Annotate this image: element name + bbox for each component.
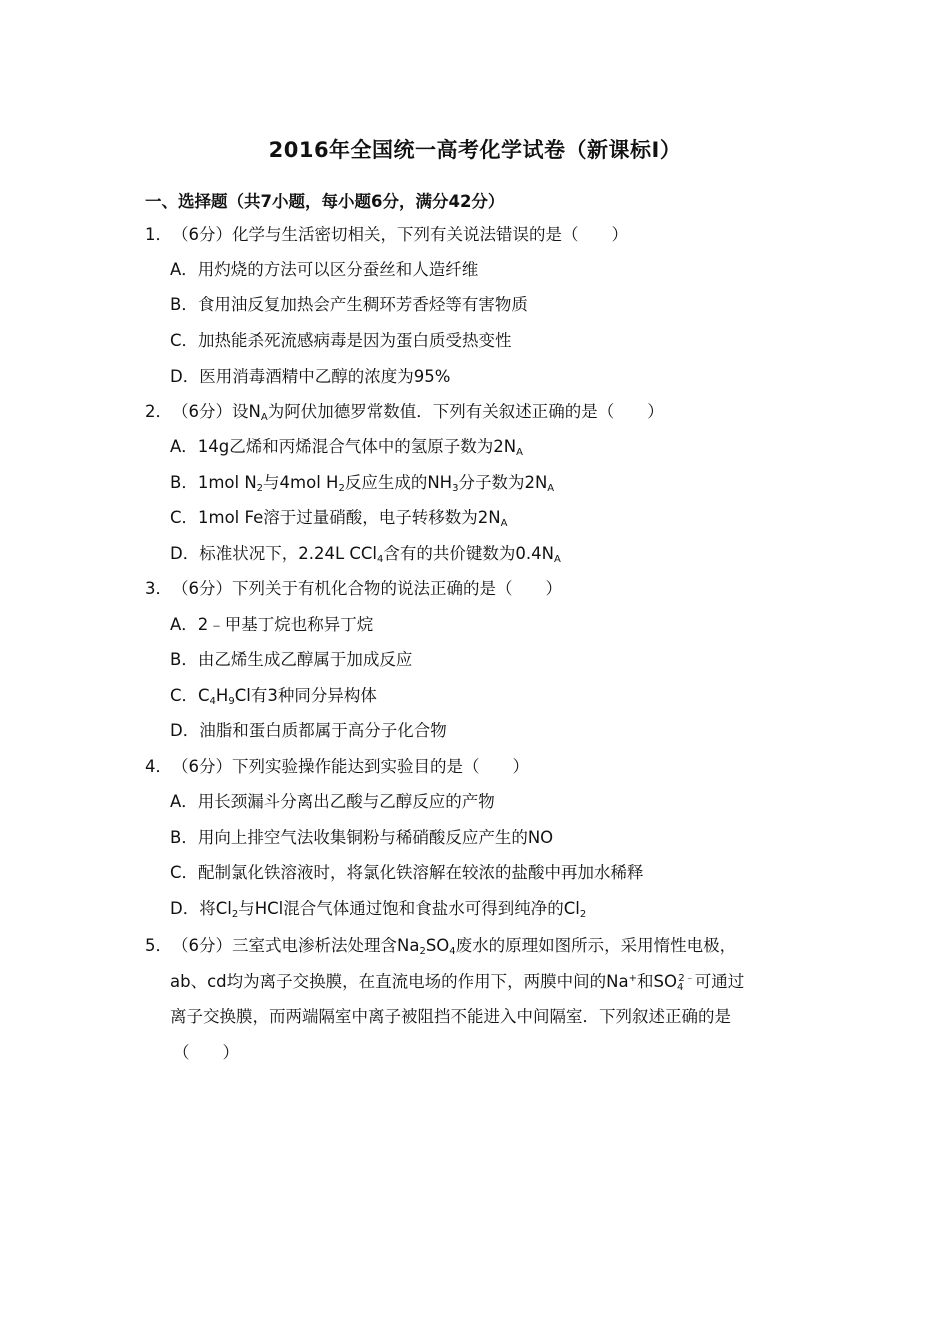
- subscript: A: [500, 518, 508, 529]
- question-3-option-c: [170, 685, 377, 707]
- option-text: C．C: [170, 686, 210, 705]
- subscript: A: [553, 554, 561, 565]
- question-5-line-1: [145, 928, 810, 964]
- option-text: D．标准状况下，2.24L CCl: [170, 544, 378, 563]
- question-number: 3．: [145, 579, 172, 598]
- question-text: （6分）设N: [172, 402, 261, 421]
- subscript: 2: [419, 946, 426, 957]
- question-text: 为阿伏加德罗常数值．下列有关叙述正确的是（ ）: [267, 402, 664, 421]
- option-text: 含有的共价键数为0.4N: [383, 544, 554, 563]
- question-number: 4．: [145, 757, 172, 776]
- option-text: A．14g乙烯和丙烯混合气体中的氢原子数为2N: [170, 437, 517, 456]
- subscript: 2: [256, 483, 264, 494]
- question-text: 和SO: [636, 971, 677, 991]
- option-text: H: [215, 686, 229, 705]
- subscript: 9: [228, 696, 235, 707]
- question-1-option-a: A．用灼烧的方法可以区分蚕丝和人造纤维: [170, 260, 479, 279]
- question-text: SO: [425, 936, 450, 955]
- section-heading: 一、选择题（共7小题，每小题6分，满分42分）: [145, 192, 505, 211]
- question-4-option-a: A．用长颈漏斗分离出乙酸与乙醇反应的产物: [170, 792, 495, 811]
- question-2-stem: [145, 401, 664, 423]
- question-4-stem: [145, 756, 529, 778]
- question-5-line-4: （ ）: [173, 1042, 239, 1062]
- question-2-option-a: [170, 436, 523, 458]
- subscript: 2: [231, 909, 239, 920]
- question-4-option-b: B．用向上排空气法收集铜粉与稀硝酸反应产生的NO: [170, 828, 554, 847]
- question-1-stem: [145, 224, 628, 246]
- question-1-option-d: D．医用消毒酒精中乙醇的浓度为95%: [170, 367, 451, 386]
- question-2-option-b: [170, 472, 554, 494]
- option-text: 反应生成的NH: [344, 473, 453, 492]
- question-2-option-d: [170, 543, 561, 565]
- option-text: Cl有3种同分异构体: [234, 686, 377, 705]
- question-text: ab、cd均为离子交换膜，在直流电场的作用下，两膜中间的Na: [170, 971, 629, 991]
- subscript: A: [547, 483, 555, 494]
- question-text: 废水的原理如图所示，采用惰性电极，: [455, 936, 737, 955]
- question-5-line-3: 离子交换膜，而两端隔室中离子被阻挡不能进入中间隔室．下列叙述正确的是: [170, 1007, 731, 1026]
- question-number: 5．: [145, 936, 172, 955]
- question-3-option-a: A．2﹣甲基丁烷也称异丁烷: [170, 615, 374, 634]
- subscript: 2: [338, 483, 345, 494]
- superscript: 2﹣: [678, 972, 695, 984]
- question-number: 1．: [145, 225, 172, 244]
- question-text: （6分）三室式电渗析法处理含Na: [172, 936, 420, 955]
- option-text: C．1mol Fe溶于过量硝酸，电子转移数为2N: [170, 508, 501, 527]
- option-text: 与4mol H: [263, 473, 339, 492]
- question-text: 可通过: [694, 971, 745, 991]
- subscript: 4: [377, 554, 384, 565]
- option-text: B．1mol N: [170, 473, 257, 492]
- question-4-option-d: [170, 898, 586, 920]
- page-title: 2016年全国统一高考化学试卷（新课标Ⅰ）: [268, 138, 682, 162]
- question-text: （6分）化学与生活密切相关，下列有关说法错误的是（ ）: [172, 225, 628, 244]
- question-3-stem: [145, 578, 562, 600]
- subscript: 3: [452, 483, 459, 494]
- question-text: （6分）下列实验操作能达到实验目的是（ ）: [172, 757, 529, 776]
- question-5-line-2: [145, 964, 810, 1000]
- question-3-option-d: D．油脂和蛋白质都属于高分子化合物: [170, 721, 447, 740]
- question-number: 2．: [145, 402, 172, 421]
- subscript: A: [260, 412, 268, 423]
- question-1-option-c: C．加热能杀死流感病毒是因为蛋白质受热变性: [170, 331, 512, 350]
- subscript: 4: [449, 946, 456, 957]
- subscript: 4: [209, 696, 216, 707]
- question-4-option-c: C．配制氯化铁溶液时，将氯化铁溶解在较浓的盐酸中再加水稀释: [170, 863, 644, 882]
- question-2-option-c: [170, 507, 507, 529]
- question-text: （6分）下列关于有机化合物的说法正确的是（ ）: [172, 579, 562, 598]
- question-3-option-b: B．由乙烯生成乙醇属于加成反应: [170, 650, 413, 669]
- subscript: 4: [676, 981, 684, 993]
- option-text: 与HCl混合气体通过饱和食盐水可得到纯净的Cl: [238, 899, 580, 918]
- question-1-option-b: B．食用油反复加热会产生稠环芳香烃等有害物质: [170, 295, 528, 314]
- option-text: 分子数为2N: [458, 473, 548, 492]
- superscript: +: [628, 972, 637, 984]
- option-text: D．将Cl: [170, 899, 232, 918]
- subscript: A: [516, 447, 523, 458]
- question-5-stem: [145, 928, 810, 1070]
- subscript: 2: [579, 909, 587, 920]
